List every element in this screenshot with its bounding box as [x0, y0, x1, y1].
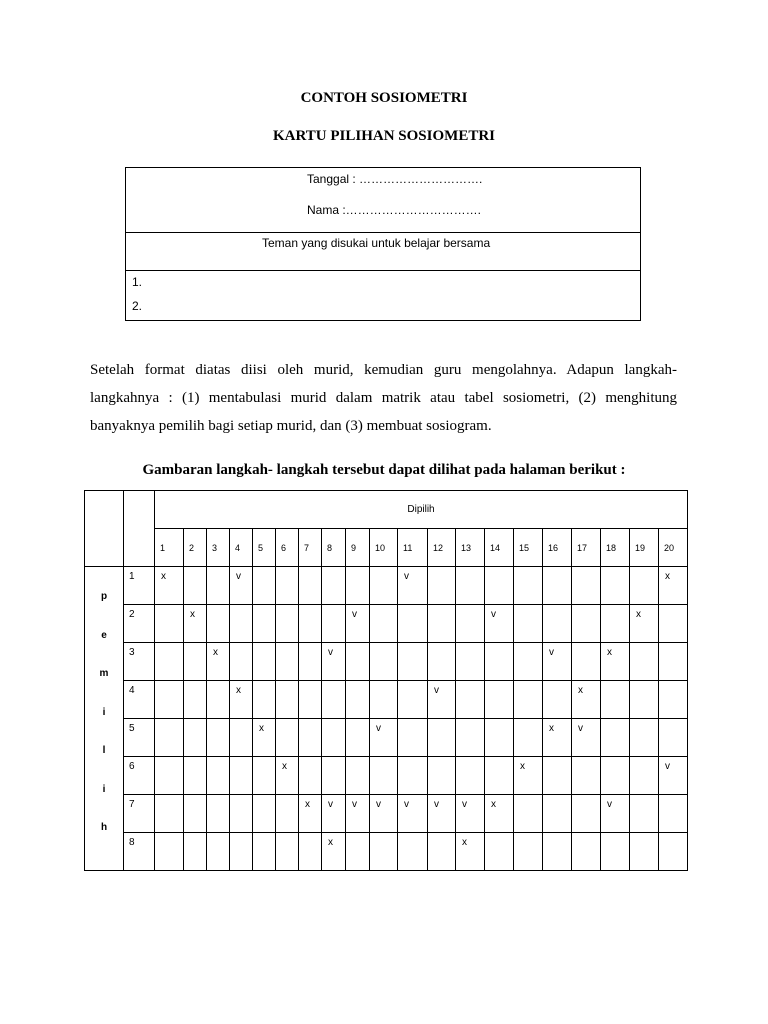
- matrix-cell: [207, 567, 230, 605]
- matrix-cell: v: [601, 795, 630, 833]
- matrix-cell: [299, 833, 322, 871]
- matrix-cell: v: [346, 795, 370, 833]
- matrix-cell: [398, 757, 428, 795]
- pemilih-letter: p: [100, 591, 108, 602]
- matrix-cell: [230, 757, 253, 795]
- card-identity-section: [126, 168, 640, 233]
- matrix-cell: [346, 567, 370, 605]
- matrix-cell: [485, 643, 514, 681]
- matrix-cell: [155, 757, 184, 795]
- pemilih-letter: m: [99, 668, 109, 679]
- matrix-cell: [601, 833, 630, 871]
- row-number: 1: [124, 567, 155, 605]
- matrix-cell: [456, 681, 485, 719]
- matrix-row: [85, 567, 688, 605]
- matrix-cell: [630, 719, 659, 757]
- matrix-cell: [514, 795, 543, 833]
- matrix-cell: [572, 643, 601, 681]
- matrix-cell: [253, 643, 276, 681]
- matrix-header-row: [85, 491, 688, 529]
- row-number: 7: [124, 795, 155, 833]
- matrix-cell: [207, 757, 230, 795]
- matrix-cell: x: [456, 833, 485, 871]
- matrix-cell: [322, 681, 346, 719]
- matrix-cell: x: [543, 719, 572, 757]
- matrix-cell: [601, 681, 630, 719]
- matrix-cell: [276, 795, 299, 833]
- matrix-cell: v: [543, 643, 572, 681]
- matrix-cell: [184, 681, 207, 719]
- column-number: 8: [322, 529, 346, 567]
- matrix-cell: [572, 833, 601, 871]
- matrix-cell: [253, 681, 276, 719]
- matrix-cell: x: [572, 681, 601, 719]
- matrix-cell: [659, 719, 688, 757]
- matrix-cell: [543, 567, 572, 605]
- matrix-cell: x: [207, 643, 230, 681]
- matrix-cell: [276, 833, 299, 871]
- tanggal-field: Tanggal : ………………………….: [307, 172, 483, 186]
- matrix-cell: [543, 757, 572, 795]
- matrix-cell: [514, 833, 543, 871]
- matrix-row: [85, 719, 688, 757]
- matrix-cell: [230, 719, 253, 757]
- matrix-cell: [370, 605, 398, 643]
- matrix-row: [85, 757, 688, 795]
- matrix-cell: [456, 719, 485, 757]
- matrix-cell: [155, 833, 184, 871]
- matrix-caption: Gambaran langkah- langkah tersebut dapat dilihat pada halaman berikut :: [142, 462, 626, 478]
- matrix-cell: [514, 719, 543, 757]
- card-choices-section: [126, 271, 640, 321]
- matrix-cell: [659, 795, 688, 833]
- column-number: 6: [276, 529, 299, 567]
- matrix-cell: [346, 643, 370, 681]
- matrix-cell: [428, 643, 456, 681]
- row-number: 6: [124, 757, 155, 795]
- matrix-cell: [630, 795, 659, 833]
- matrix-cell: [370, 681, 398, 719]
- matrix-cell: [630, 643, 659, 681]
- matrix-cell: [572, 567, 601, 605]
- matrix-cell: [155, 795, 184, 833]
- choice-item-2: 2.: [132, 299, 143, 313]
- matrix-cell: [155, 643, 184, 681]
- matrix-cell: x: [276, 757, 299, 795]
- matrix-cell: v: [230, 567, 253, 605]
- matrix-cell: v: [370, 795, 398, 833]
- matrix-cell: [276, 681, 299, 719]
- matrix-cell: v: [398, 567, 428, 605]
- matrix-cell: x: [299, 795, 322, 833]
- matrix-cell: [572, 757, 601, 795]
- matrix-cell: [207, 681, 230, 719]
- matrix-cell: [514, 567, 543, 605]
- matrix-cell: [346, 719, 370, 757]
- column-number: 18: [601, 529, 630, 567]
- column-number: 9: [346, 529, 370, 567]
- matrix-row: [85, 681, 688, 719]
- column-number: 12: [428, 529, 456, 567]
- matrix-row: [85, 795, 688, 833]
- column-number: 15: [514, 529, 543, 567]
- matrix-cell: [428, 567, 456, 605]
- matrix-corner-cell-inner: [124, 491, 155, 567]
- matrix-cell: [514, 681, 543, 719]
- pemilih-letter: l: [102, 745, 106, 756]
- matrix-cell: x: [514, 757, 543, 795]
- matrix-cell: v: [456, 795, 485, 833]
- matrix-cell: [276, 605, 299, 643]
- matrix-cell: [398, 719, 428, 757]
- matrix-cell: [659, 833, 688, 871]
- matrix-cell: [485, 567, 514, 605]
- matrix-cell: [659, 643, 688, 681]
- column-number: 4: [230, 529, 253, 567]
- choice-item-1: 1.: [132, 275, 143, 289]
- matrix-cell: x: [601, 643, 630, 681]
- matrix-cell: [276, 567, 299, 605]
- matrix-cell: [299, 757, 322, 795]
- matrix-cell: [543, 795, 572, 833]
- matrix-cell: [370, 643, 398, 681]
- matrix-cell: [428, 833, 456, 871]
- matrix-corner-cell: [85, 491, 124, 567]
- matrix-cell: [514, 643, 543, 681]
- nama-field: Nama :…………………………….: [307, 203, 482, 217]
- matrix-row: [85, 833, 688, 871]
- matrix-cell: [630, 681, 659, 719]
- matrix-cell: [370, 757, 398, 795]
- matrix-cell: x: [322, 833, 346, 871]
- sociometry-card: [125, 167, 641, 321]
- matrix-cell: [253, 567, 276, 605]
- column-number: 10: [370, 529, 398, 567]
- matrix-cell: [346, 757, 370, 795]
- matrix-cell: [299, 719, 322, 757]
- matrix-cell: [456, 643, 485, 681]
- matrix-row: [85, 605, 688, 643]
- matrix-cell: [572, 795, 601, 833]
- matrix-cell: [253, 605, 276, 643]
- matrix-cell: [207, 719, 230, 757]
- matrix-cell: [253, 833, 276, 871]
- matrix-cell: [370, 833, 398, 871]
- matrix-cell: [253, 795, 276, 833]
- matrix-cell: [485, 757, 514, 795]
- matrix-cell: [322, 757, 346, 795]
- matrix-cell: [230, 643, 253, 681]
- matrix-cell: [659, 681, 688, 719]
- matrix-cell: [184, 833, 207, 871]
- column-number: 17: [572, 529, 601, 567]
- column-number: 14: [485, 529, 514, 567]
- column-number: 2: [184, 529, 207, 567]
- document-title: CONTOH SOSIOMETRI: [300, 90, 468, 106]
- matrix-cell: [601, 757, 630, 795]
- matrix-cell: [630, 757, 659, 795]
- row-number: 8: [124, 833, 155, 871]
- row-number: 3: [124, 643, 155, 681]
- matrix-cell: v: [398, 795, 428, 833]
- matrix-cell: x: [155, 567, 184, 605]
- matrix-cell: [184, 795, 207, 833]
- pemilih-letter: h: [100, 822, 108, 833]
- pemilih-label: [85, 567, 124, 871]
- matrix-cell: [543, 681, 572, 719]
- matrix-cell: [485, 681, 514, 719]
- matrix-cell: [543, 605, 572, 643]
- body-paragraph: Setelah format diatas diisi oleh murid, kemudian guru mengolahnya. Adapun langkah-langkahnya : (1) mentabulasi murid dalam matrik atau tabel sosiometri, (2) menghitung banyaknya pemilih bagi setiap murid, dan (3) membuat sosiogram.: [90, 362, 677, 434]
- matrix-cell: v: [659, 757, 688, 795]
- matrix-cell: v: [370, 719, 398, 757]
- matrix-cell: [543, 833, 572, 871]
- matrix-cell: x: [630, 605, 659, 643]
- matrix-cell: [299, 605, 322, 643]
- matrix-cell: v: [485, 605, 514, 643]
- matrix-cell: [230, 605, 253, 643]
- matrix-cell: [253, 757, 276, 795]
- matrix-cell: [276, 643, 299, 681]
- matrix-cell: [155, 605, 184, 643]
- matrix-cell: [572, 605, 601, 643]
- matrix-cell: [601, 719, 630, 757]
- matrix-cell: [346, 833, 370, 871]
- matrix-cell: [456, 605, 485, 643]
- column-number: 3: [207, 529, 230, 567]
- matrix-cell: [299, 681, 322, 719]
- matrix-cell: [601, 567, 630, 605]
- matrix-cell: [299, 567, 322, 605]
- matrix-cell: [230, 833, 253, 871]
- matrix-cell: [276, 719, 299, 757]
- matrix-cell: v: [428, 681, 456, 719]
- matrix-cell: [322, 605, 346, 643]
- row-number: 5: [124, 719, 155, 757]
- matrix-cell: [659, 605, 688, 643]
- matrix-cell: [184, 567, 207, 605]
- matrix-cell: [398, 681, 428, 719]
- pemilih-letter: e: [101, 629, 107, 641]
- sociometry-matrix: [84, 490, 688, 871]
- column-number: 16: [543, 529, 572, 567]
- matrix-cell: [230, 795, 253, 833]
- matrix-cell: [601, 605, 630, 643]
- column-number: 19: [630, 529, 659, 567]
- matrix-cell: [485, 719, 514, 757]
- matrix-cell: [398, 605, 428, 643]
- matrix-cell: [207, 833, 230, 871]
- matrix-cell: [456, 757, 485, 795]
- matrix-cell: [322, 567, 346, 605]
- matrix-row: [85, 643, 688, 681]
- matrix-cell: [630, 567, 659, 605]
- matrix-cell: [630, 833, 659, 871]
- card-title: KARTU PILIHAN SOSIOMETRI: [272, 128, 495, 144]
- matrix-cell: [485, 833, 514, 871]
- matrix-cell: v: [428, 795, 456, 833]
- matrix-cell: v: [322, 643, 346, 681]
- row-number: 4: [124, 681, 155, 719]
- column-number: 7: [299, 529, 322, 567]
- column-number: 20: [659, 529, 688, 567]
- matrix-cell: [207, 795, 230, 833]
- matrix-cell: [155, 719, 184, 757]
- column-number: 1: [155, 529, 184, 567]
- matrix-cell: [428, 757, 456, 795]
- matrix-cell: [456, 567, 485, 605]
- matrix-cell: x: [184, 605, 207, 643]
- matrix-cell: x: [659, 567, 688, 605]
- matrix-cell: [398, 643, 428, 681]
- matrix-column-number-row: [85, 529, 688, 567]
- column-number: 5: [253, 529, 276, 567]
- matrix-cell: x: [253, 719, 276, 757]
- dipilih-label: Dipilih: [155, 491, 688, 529]
- matrix-cell: [299, 643, 322, 681]
- column-number: 11: [398, 529, 428, 567]
- card-header-section: [126, 233, 640, 271]
- matrix-cell: [184, 643, 207, 681]
- matrix-cell: [398, 833, 428, 871]
- pemilih-letter: i: [102, 706, 106, 718]
- matrix-cell: [370, 567, 398, 605]
- matrix-cell: [428, 605, 456, 643]
- matrix-cell: x: [485, 795, 514, 833]
- card-choice-header: Teman yang disukai untuk belajar bersama: [262, 236, 491, 250]
- matrix-cell: [184, 719, 207, 757]
- matrix-cell: [514, 605, 543, 643]
- matrix-cell: [346, 681, 370, 719]
- matrix-cell: [155, 681, 184, 719]
- matrix-cell: [184, 757, 207, 795]
- matrix-cell: x: [230, 681, 253, 719]
- matrix-cell: v: [572, 719, 601, 757]
- matrix-cell: v: [346, 605, 370, 643]
- pemilih-letter: i: [102, 783, 106, 795]
- matrix-cell: [428, 719, 456, 757]
- matrix-cell: v: [322, 795, 346, 833]
- matrix-cell: [322, 719, 346, 757]
- row-number: 2: [124, 605, 155, 643]
- column-number: 13: [456, 529, 485, 567]
- matrix-cell: [207, 605, 230, 643]
